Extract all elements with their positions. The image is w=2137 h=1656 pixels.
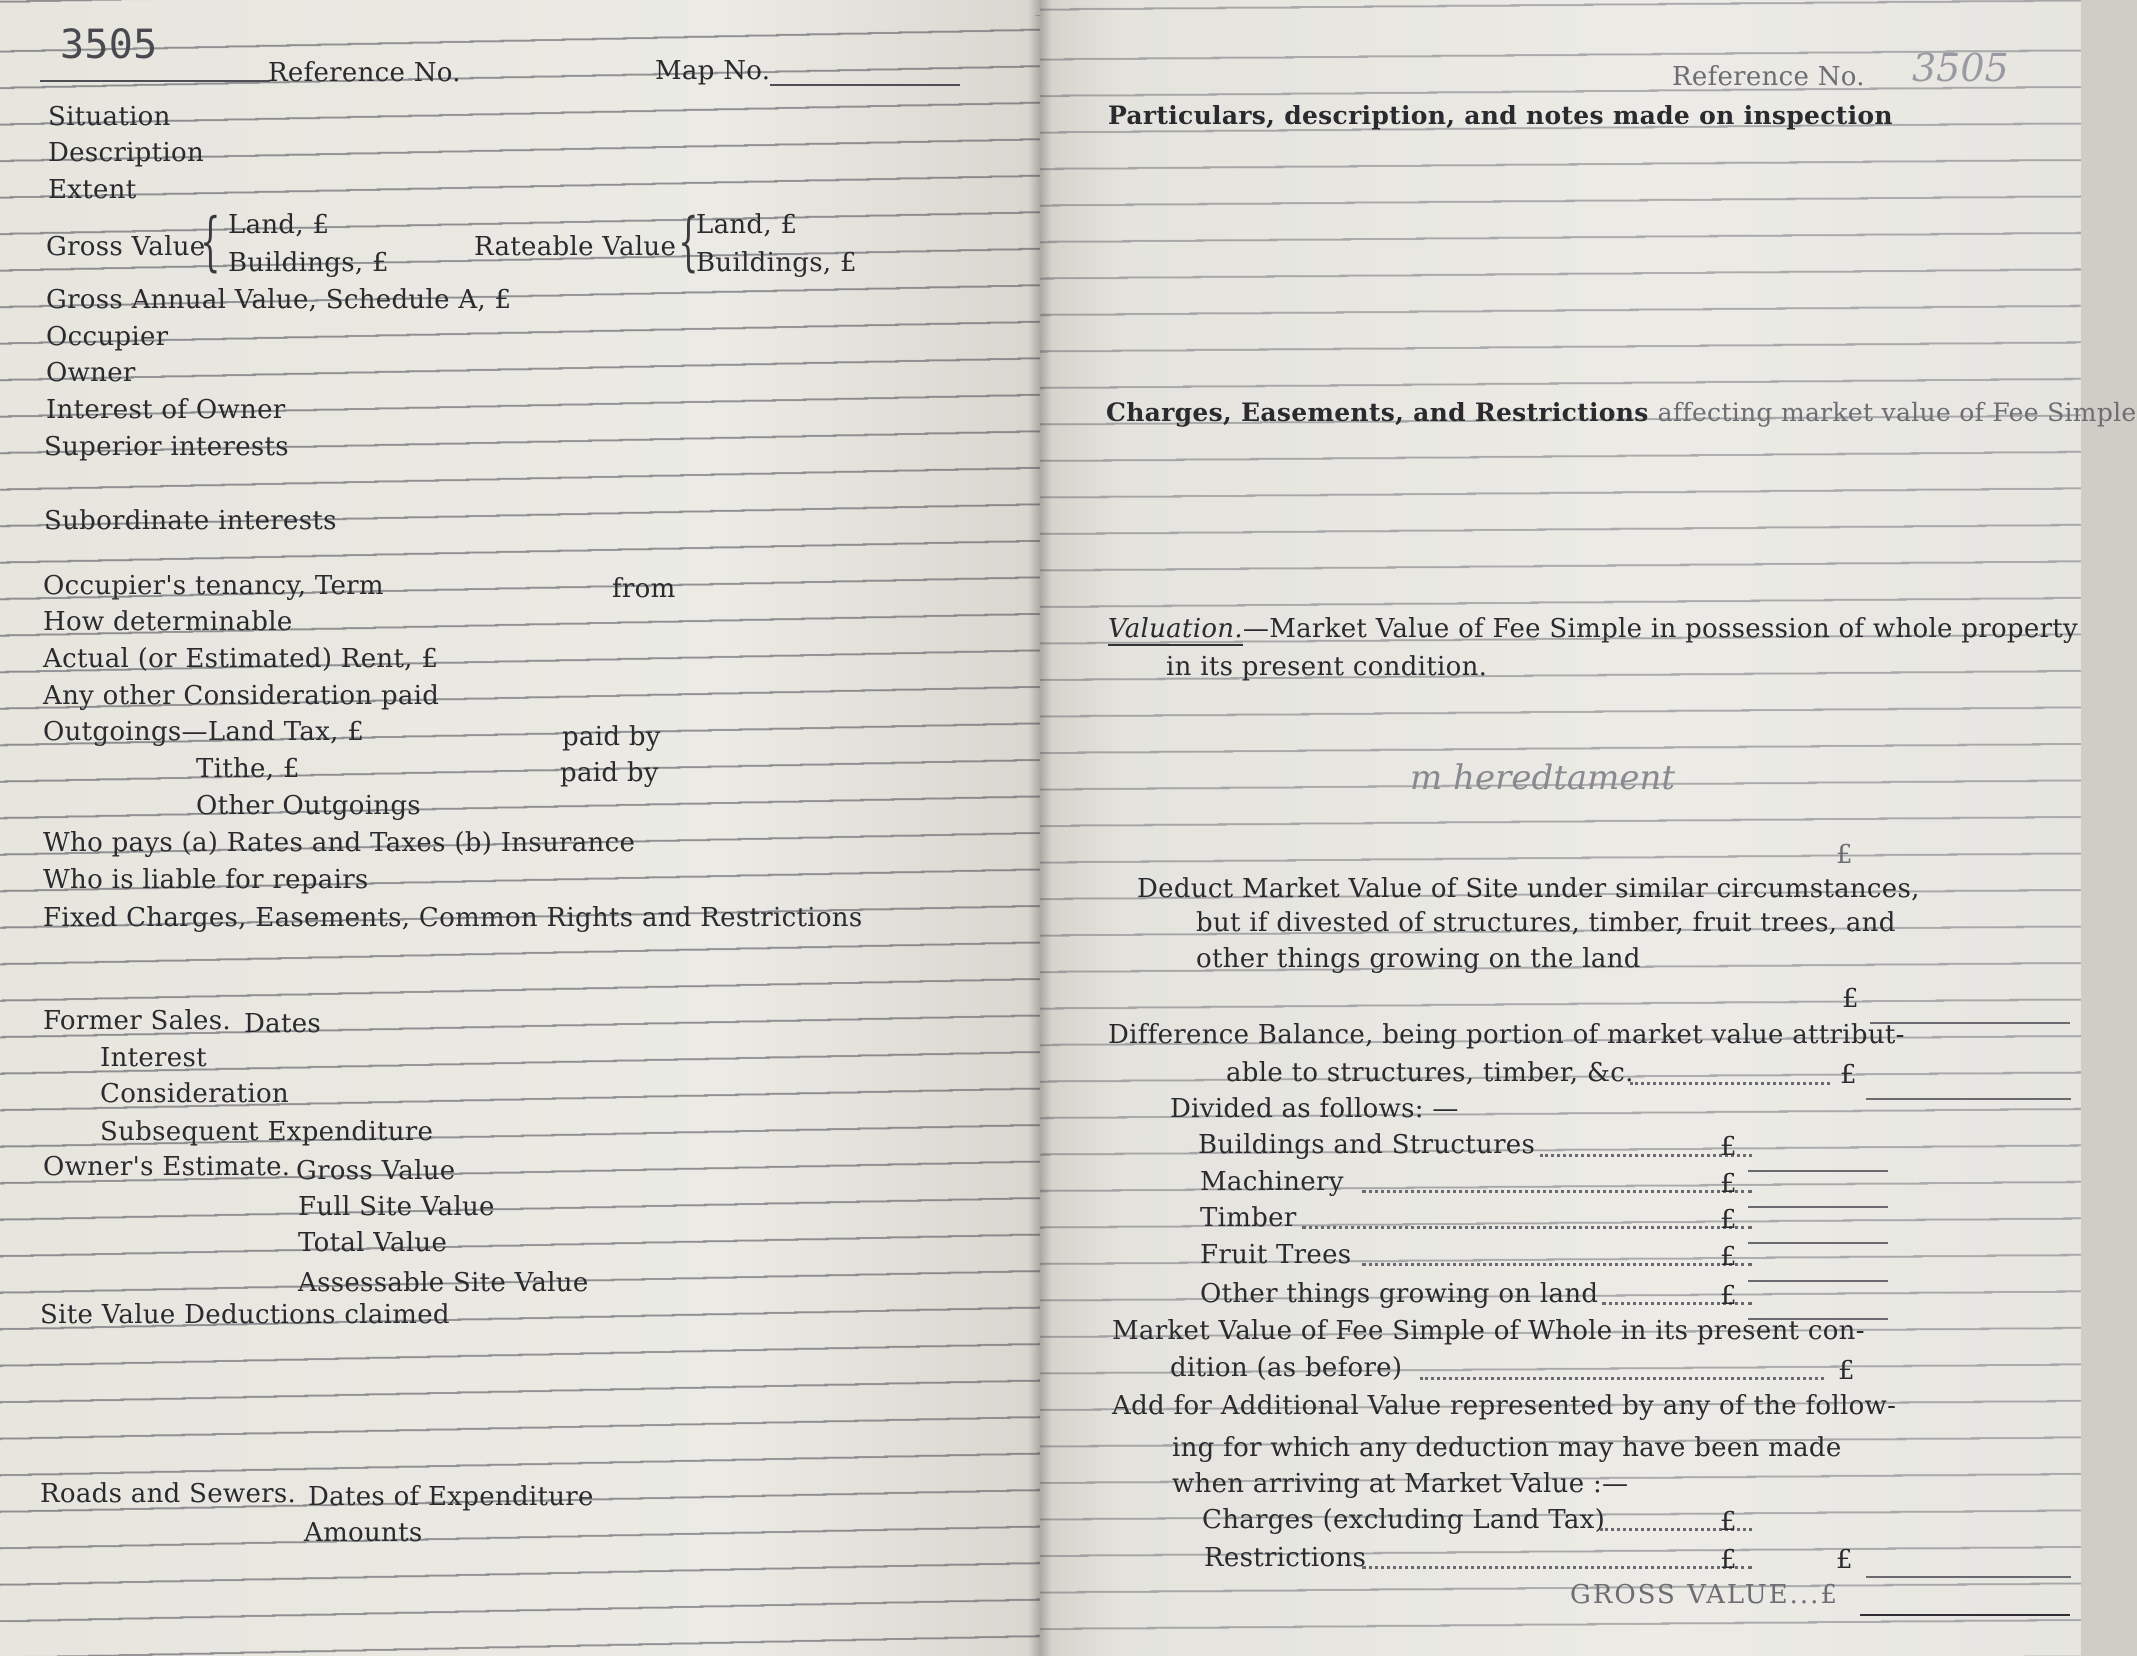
rateable-value-label: Rateable Value <box>474 232 677 262</box>
occupier-label: Occupier <box>46 322 169 352</box>
gross-value-label: Gross Value <box>46 232 206 262</box>
deduct-line-1: Deduct Market Value of Site under similar circumstances, <box>1137 874 1920 904</box>
gross-value-total-line <box>1860 1614 2070 1616</box>
subsequent-expenditure-label: Subsequent Expenditure <box>100 1117 434 1147</box>
how-determinable-label: How determinable <box>43 607 293 637</box>
gross-annual-label: Gross Annual Value, Schedule A, £ <box>46 285 512 315</box>
machinery-dots <box>1362 1190 1752 1193</box>
buildings-structures-label: Buildings and Structures <box>1198 1130 1536 1160</box>
interest-of-owner-label: Interest of Owner <box>46 395 286 425</box>
number-underline <box>40 80 270 82</box>
pound-sign-1: £ <box>1836 840 1853 870</box>
extent-label: Extent <box>48 175 137 205</box>
restrictions-dots <box>1362 1566 1752 1569</box>
pound-sign-4: £ <box>1838 1356 1855 1386</box>
est-full-site-value-label: Full Site Value <box>298 1192 495 1222</box>
reference-no-label-right: Reference No. <box>1672 62 1865 92</box>
difference-line-1: Difference Balance, being portion of market value attribut- <box>1108 1020 1905 1050</box>
deduct-line-2: but if divested of structures, timber, fruit trees, and <box>1196 908 1896 938</box>
est-total-value-label: Total Value <box>298 1228 448 1258</box>
divided-as-follows: Divided as follows: — <box>1170 1094 1459 1124</box>
gross-land-label: Land, £ <box>228 210 330 240</box>
paid-by-label-2: paid by <box>560 758 659 788</box>
pound-sign-2: £ <box>1842 984 1859 1014</box>
dates-label: Dates <box>244 1009 322 1039</box>
timber-pound: £ <box>1720 1205 1737 1235</box>
fruit-trees-pound: £ <box>1720 1242 1737 1272</box>
additional-amount-line <box>1866 1576 2071 1578</box>
reference-no-label: Reference No. <box>268 58 461 88</box>
machinery-label: Machinery <box>1200 1167 1344 1197</box>
machinery-amount-line <box>1748 1206 1888 1208</box>
fixed-charges-label: Fixed Charges, Easements, Common Rights and Restrictions <box>43 903 863 933</box>
book-gutter <box>1028 0 1052 1656</box>
roads-sewers-label: Roads and Sewers. <box>40 1479 297 1509</box>
market-whole-line-2: dition (as before) <box>1170 1353 1403 1383</box>
difference-dots <box>1630 1082 1830 1085</box>
fruit-trees-label: Fruit Trees <box>1200 1240 1352 1270</box>
charges-easements-heading: Charges, Easements, and Restrictions affecting market value of Fee Simple <box>1106 398 2137 427</box>
owners-estimate-label: Owner's Estimate. <box>43 1152 291 1182</box>
deduct-line-3: other things growing on the land <box>1196 944 1641 974</box>
market-whole-line-1: Market Value of Fee Simple of Whole in its present con- <box>1112 1316 1865 1346</box>
site-value-deductions-label: Site Value Deductions claimed <box>40 1300 450 1330</box>
rateable-land-label: Land, £ <box>696 210 798 240</box>
property-number: 3505 <box>60 22 158 68</box>
buildings-pound: £ <box>1720 1132 1737 1162</box>
timber-dots <box>1302 1226 1752 1229</box>
superior-interests-label: Superior interests <box>44 432 289 462</box>
fruit-trees-amount-line <box>1748 1280 1888 1282</box>
restrictions-pound: £ <box>1720 1545 1737 1575</box>
right-page <box>1040 0 2137 1656</box>
map-no-line <box>770 84 960 86</box>
other-things-pound: £ <box>1720 1281 1737 1311</box>
from-label: from <box>612 574 676 604</box>
valuation-subheading: in its present condition. <box>1166 652 1488 682</box>
pound-sign-5: £ <box>1836 1545 1853 1575</box>
occupier-tenancy-label: Occupier's tenancy, Term <box>43 571 384 601</box>
subordinate-interests-label: Subordinate interests <box>44 506 337 536</box>
who-liable-label: Who is liable for repairs <box>43 865 369 895</box>
other-consideration-label: Any other Consideration paid <box>43 681 440 711</box>
restrictions-label: Restrictions <box>1204 1543 1367 1573</box>
paid-by-label-1: paid by <box>562 722 661 752</box>
rateable-value-brace: { <box>678 205 699 279</box>
outgoings-land-tax-label: Outgoings—Land Tax, £ <box>43 717 365 747</box>
charges-excluding-pound: £ <box>1720 1507 1737 1537</box>
buildings-amount-line <box>1748 1170 1888 1172</box>
machinery-pound: £ <box>1720 1169 1737 1199</box>
gross-value-brace: { <box>200 205 221 279</box>
add-line-1: Add for Additional Value represented by any of the follow- <box>1112 1391 1897 1421</box>
rateable-buildings-label: Buildings, £ <box>696 248 857 278</box>
market-whole-dots <box>1420 1377 1824 1380</box>
interest-label: Interest <box>100 1043 207 1073</box>
tithe-label: Tithe, £ <box>196 754 300 784</box>
est-assessable-site-value-label: Assessable Site Value <box>298 1268 589 1298</box>
owner-label: Owner <box>46 358 136 388</box>
former-sales-label: Former Sales. <box>43 1006 231 1036</box>
consideration-label: Consideration <box>100 1079 289 1109</box>
who-pays-label: Who pays (a) Rates and Taxes (b) Insurance <box>43 828 636 858</box>
dates-of-expenditure-label: Dates of Expenditure <box>308 1482 594 1512</box>
gross-value-total-label: GROSS VALUE...£ <box>1570 1580 1839 1610</box>
fruit-trees-dots <box>1362 1263 1752 1266</box>
particulars-heading: Particulars, description, and notes made on inspection <box>1108 101 1893 130</box>
handwritten-note: m heredtament <box>1410 758 1676 798</box>
map-no-label: Map No. <box>655 56 771 86</box>
pound-sign-3: £ <box>1840 1060 1857 1090</box>
timber-label: Timber <box>1200 1203 1297 1233</box>
difference-amount-line <box>1866 1098 2071 1100</box>
add-line-2: ing for which any deduction may have been made <box>1172 1433 1842 1463</box>
difference-line-2: able to structures, timber, &c. <box>1226 1058 1634 1088</box>
amounts-label: Amounts <box>304 1518 423 1548</box>
est-gross-value-label: Gross Value <box>296 1156 456 1186</box>
actual-rent-label: Actual (or Estimated) Rent, £ <box>43 644 439 674</box>
timber-amount-line <box>1748 1242 1888 1244</box>
valuation-heading: Valuation.—Market Value of Fee Simple in possession of whole property <box>1108 614 2079 644</box>
left-page <box>0 0 1040 1656</box>
other-outgoings-label: Other Outgoings <box>196 791 421 821</box>
other-things-label: Other things growing on land <box>1200 1279 1599 1309</box>
gross-buildings-label: Buildings, £ <box>228 248 389 278</box>
handwritten-reference-number: 3505 <box>1912 46 2009 90</box>
description-label: Description <box>48 138 204 168</box>
add-line-3: when arriving at Market Value :— <box>1172 1469 1629 1499</box>
situation-label: Situation <box>48 102 171 132</box>
charges-excluding-label: Charges (excluding Land Tax) <box>1202 1505 1606 1535</box>
